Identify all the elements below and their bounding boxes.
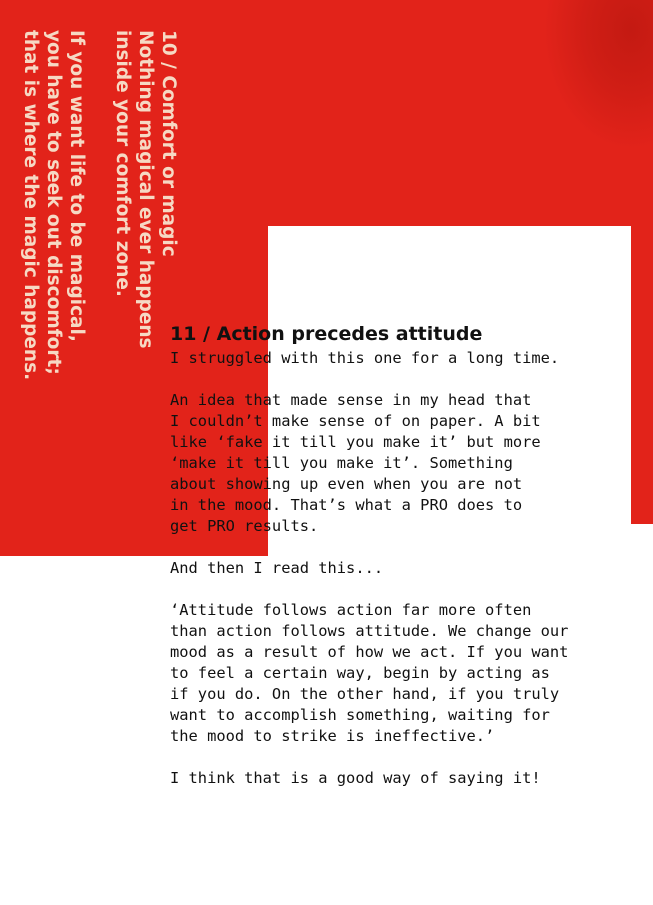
line-gap — [88, 30, 111, 410]
section-title: 10 / Comfort or magic — [158, 30, 179, 257]
rotated-section-comfort-or-magic — [20, 30, 180, 410]
article-paragraph: An idea that made sense in my head that I couldn’t make sense of on paper. A bit like ‘fake it till you make it’ but more ‘make it till you make it’. Something about showing up even when you are not in the mood. That’s what a PRO does to get PRO results. — [170, 391, 541, 535]
section-line: inside your comfort zone. — [112, 30, 133, 297]
section-line: If you want life to be magical, — [66, 30, 87, 342]
article-title: 11 / Action precedes attitude — [170, 323, 483, 345]
section-line: Nothing magical ever happens — [135, 30, 156, 349]
article-paragraph: I think that is a good way of saying it! — [170, 769, 541, 787]
article-paragraph: I struggled with this one for a long time. — [170, 349, 560, 367]
article-paragraph: And then I read this... — [170, 559, 384, 577]
red-background-right-strip — [631, 226, 653, 524]
paint-texture-corner — [543, 0, 653, 150]
main-article — [170, 322, 630, 810]
article-quote: ‘Attitude follows action far more often than action follows attitude. We change our mood as a result of how we act. If you want to feel a certain way, begin by acting as if you do. On the other hand, if you truly want to accomplish something, waiting for the mood to strike is ineffective.’ — [170, 601, 569, 745]
section-line: you have to seek out discomfort; — [43, 30, 64, 375]
section-line: that is where the magic happens. — [20, 30, 41, 381]
